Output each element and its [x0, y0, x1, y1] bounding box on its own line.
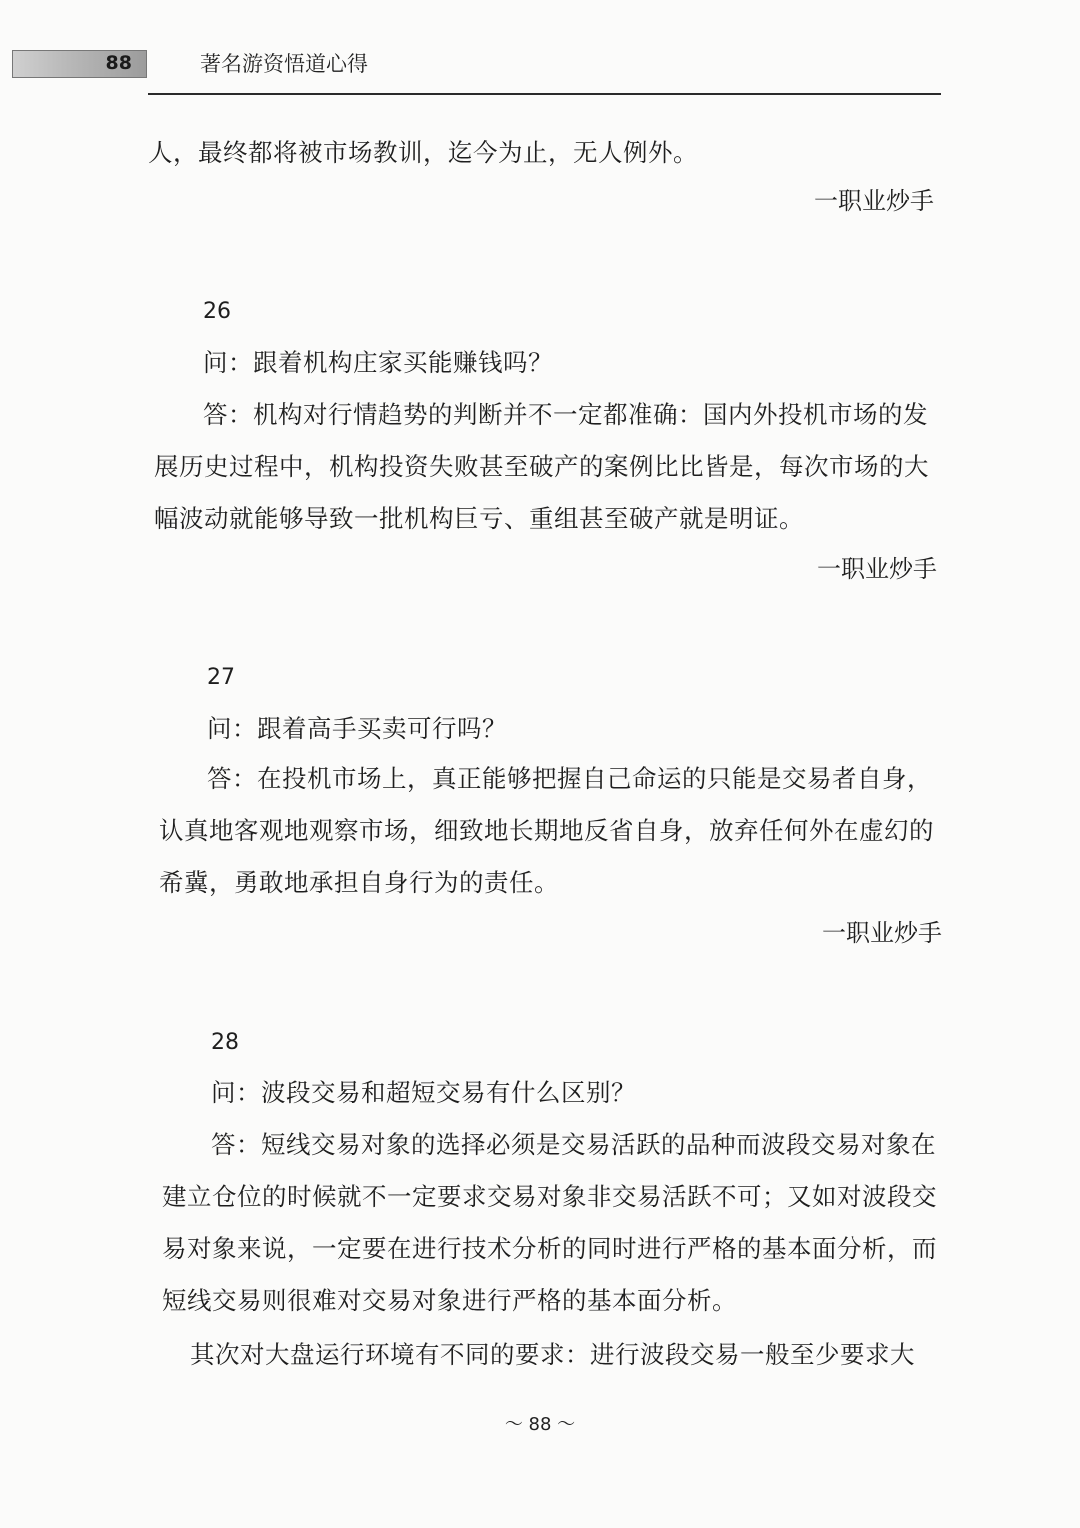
book-title: 著名游资悟道心得	[200, 52, 368, 76]
header-divider	[148, 93, 941, 95]
qa-answer-line: 认真地客观地观察市场，细致地长期地反省自身，放弃任何外在虚幻的	[159, 816, 934, 845]
qa-number-26: 26	[203, 299, 231, 324]
qa-number-28: 28	[211, 1030, 239, 1055]
qa-answer-line: 答：短线交易对象的选择必须是交易活跃的品种而波段交易对象在	[211, 1130, 936, 1159]
qa-answer-line: 其次对大盘运行环境有不同的要求：进行波段交易一般至少要求大	[190, 1340, 915, 1369]
intro-text-line: 人，最终都将被市场教训，迄今为止，无人例外。	[148, 138, 698, 167]
header-page-number: 88	[105, 52, 132, 74]
qa-answer-line: 幅波动就能够导致一批机构巨亏、重组甚至破产就是明证。	[154, 504, 804, 533]
qa-question-28: 问：波段交易和超短交易有什么区别？	[211, 1078, 636, 1107]
qa-answer-line: 易对象来说，一定要在进行技术分析的同时进行严格的基本面分析，而	[162, 1234, 937, 1263]
qa-question-26: 问：跟着机构庄家买能赚钱吗？	[203, 348, 553, 377]
qa-answer-line: 答：机构对行情趋势的判断并不一定都准确：国内外投机市场的发	[203, 400, 928, 429]
qa-question-27: 问：跟着高手买卖可行吗？	[207, 714, 507, 743]
qa-answer-line: 希冀，勇敢地承担自身行为的责任。	[159, 868, 559, 897]
qa-attribution-27: 一职业炒手	[822, 919, 942, 947]
qa-answer-line: 建立仓位的时候就不一定要求交易对象非交易活跃不可；又如对波段交	[162, 1182, 937, 1211]
intro-attribution: 一职业炒手	[814, 187, 934, 215]
qa-answer-line: 短线交易则很难对交易对象进行严格的基本面分析。	[162, 1286, 737, 1315]
qa-answer-line: 展历史过程中，机构投资失败甚至破产的案例比比皆是，每次市场的大	[154, 452, 929, 481]
header-page-tab	[12, 50, 147, 78]
qa-attribution-26: 一职业炒手	[817, 555, 937, 583]
qa-answer-line: 答：在投机市场上，真正能够把握自己命运的只能是交易者自身，	[207, 764, 932, 793]
footer-page-number: ～ 88 ～	[504, 1414, 576, 1435]
qa-number-27: 27	[207, 665, 235, 690]
